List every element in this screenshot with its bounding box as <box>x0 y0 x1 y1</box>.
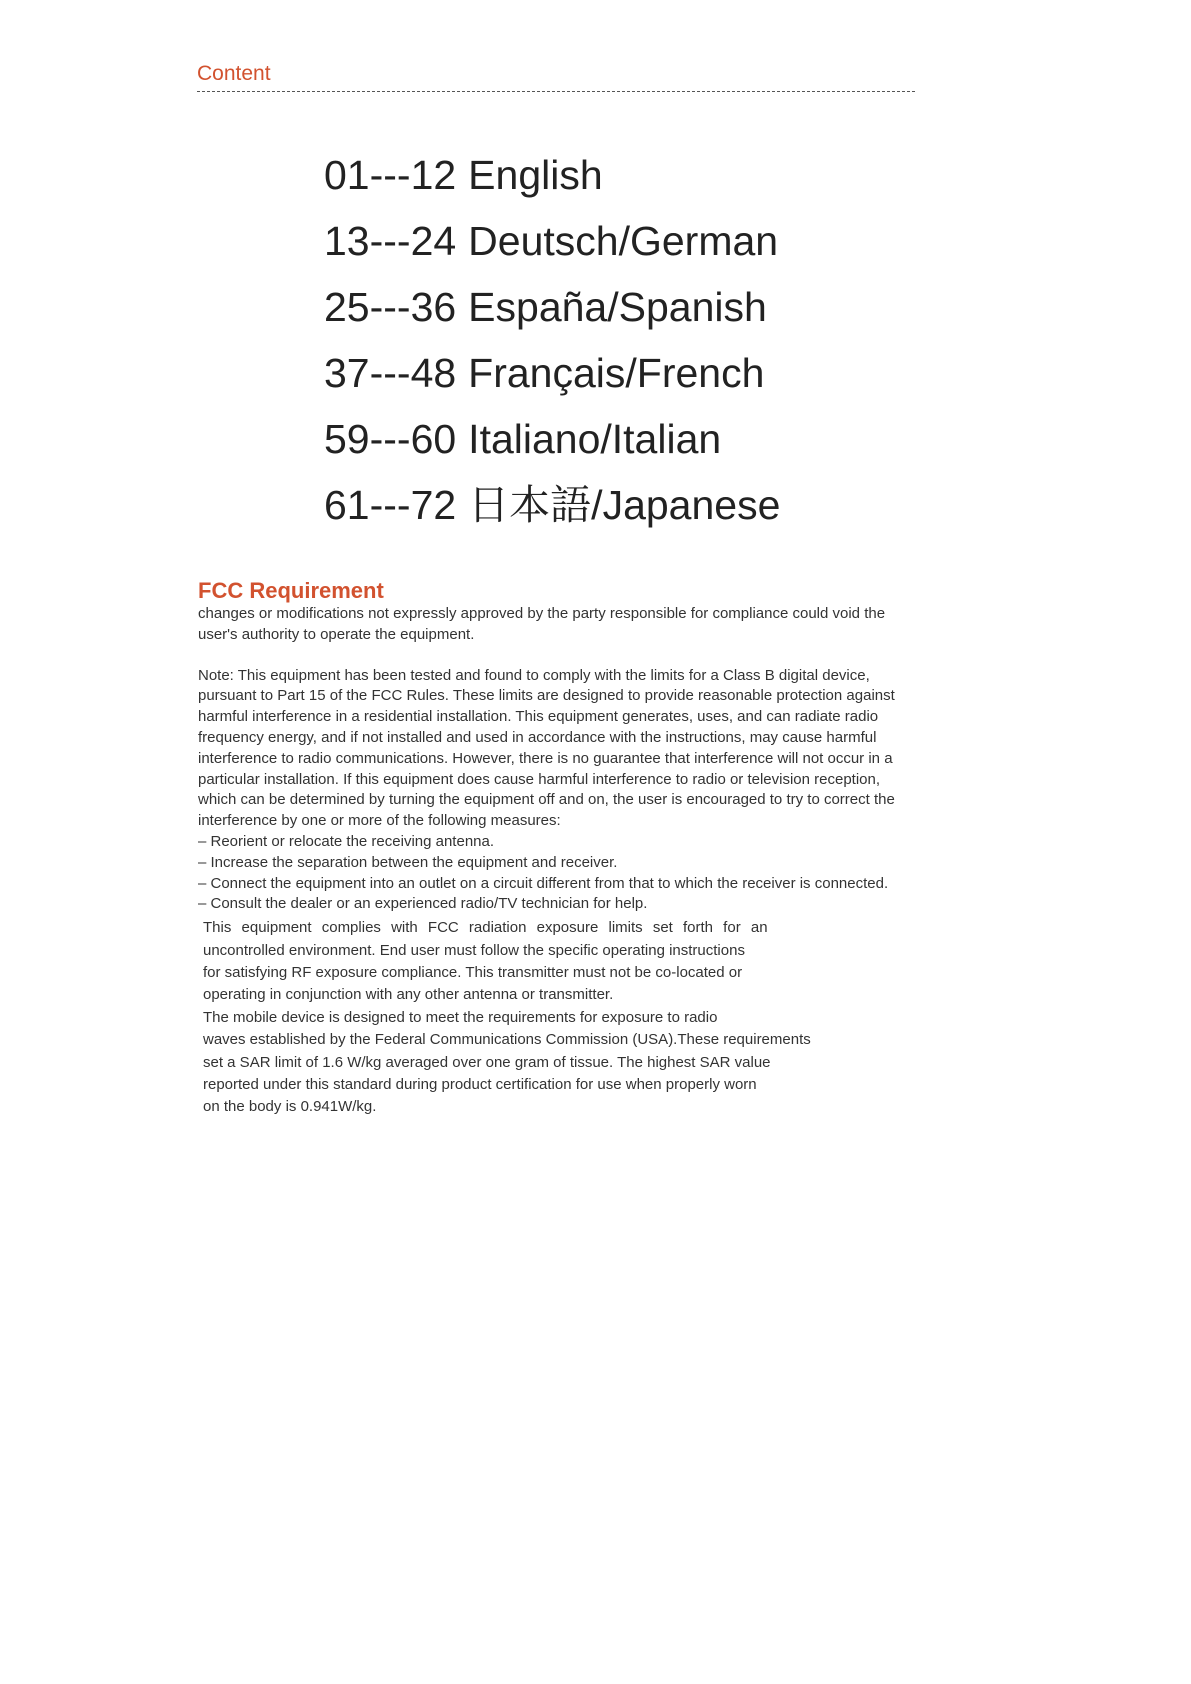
toc-entry-german <box>324 208 780 274</box>
fcc-section <box>198 578 918 1119</box>
measure-item: – Connect the equipment into an outlet on a circuit different from that to which the receiver is connected. <box>198 874 889 892</box>
toc-page-range: 01---12 <box>324 152 457 198</box>
exposure-line: for satisfying RF exposure compliance. This transmitter must not be co-located or <box>203 963 743 981</box>
toc-entry-italian <box>324 406 780 472</box>
toc-page-range: 37---48 <box>324 350 457 396</box>
measure-item: – Reorient or relocate the receiving antenna. <box>198 832 495 850</box>
toc-language: España/Spanish <box>468 284 767 330</box>
toc-language: Français/French <box>468 350 765 396</box>
toc-page-range: 25---36 <box>324 284 457 330</box>
measure-item: – Increase the separation between the equipment and receiver. <box>198 853 618 871</box>
exposure-line: waves established by the Federal Communications Commission (USA).These requirements <box>203 1031 811 1049</box>
exposure-line: reported under this standard during product certification for use when properly worn <box>203 1076 757 1093</box>
toc-page-range: 13---24 <box>324 218 457 264</box>
toc-entry-spanish <box>324 274 780 340</box>
fcc-heading: FCC Requirement <box>198 578 384 603</box>
fcc-note-paragraph: Note: This equipment has been tested and found to comply with the limits for a Class B digital device, pursuant to Part 15 of the FCC Rules. These limits are designed to provide reasonable protection against harmful interference in a residential installation. This equipment generates, uses, and can radiate radio frequency energy, and if not installed and used in accordance with the instructions, may cause harmful interference to radio communications. However, there is no guarantee that interference will not occur in a particular installation. If this equipment does cause harmful interference to radio or television reception, which can be determined by turning the equipment off and on, the user is encouraged to try to correct the interference by one or more of the following measures: <box>198 666 895 830</box>
toc-entry-english <box>324 142 780 208</box>
fcc-intro-paragraph: changes or modifications not expressly approved by the party responsible for compliance could void the user's authority to operate the equipment. <box>198 605 886 643</box>
exposure-line: on the body is 0.941W/kg. <box>203 1098 377 1116</box>
header-divider <box>197 91 915 92</box>
measure-item: – Consult the dealer or an experienced radio/TV technician for help. <box>198 895 648 913</box>
exposure-line: This equipment complies with FCC radiation exposure limits set forth for an <box>203 919 768 937</box>
toc-language: English <box>468 152 603 198</box>
exposure-line: The mobile device is designed to meet the requirements for exposure to radio <box>203 1008 718 1026</box>
toc-language: Deutsch/German <box>468 218 779 264</box>
exposure-line: operating in conjunction with any other antenna or transmitter. <box>203 986 614 1004</box>
toc-entry-french <box>324 340 780 406</box>
page-title: Content <box>197 62 271 85</box>
toc-language: 日本語/Japanese <box>468 482 781 528</box>
exposure-line: set a SAR limit of 1.6 W/kg averaged over one gram of tissue. The highest SAR value <box>203 1053 771 1071</box>
toc-language: Italiano/Italian <box>468 416 722 462</box>
toc-entry-japanese <box>324 472 780 538</box>
table-of-contents <box>324 142 780 538</box>
toc-page-range: 61---72 <box>324 482 457 528</box>
toc-page-range: 59---60 <box>324 416 457 462</box>
exposure-line: uncontrolled environment. End user must follow the specific operating instructions <box>203 941 745 959</box>
rf-exposure-paragraph <box>198 917 918 1119</box>
page-header <box>197 60 915 92</box>
